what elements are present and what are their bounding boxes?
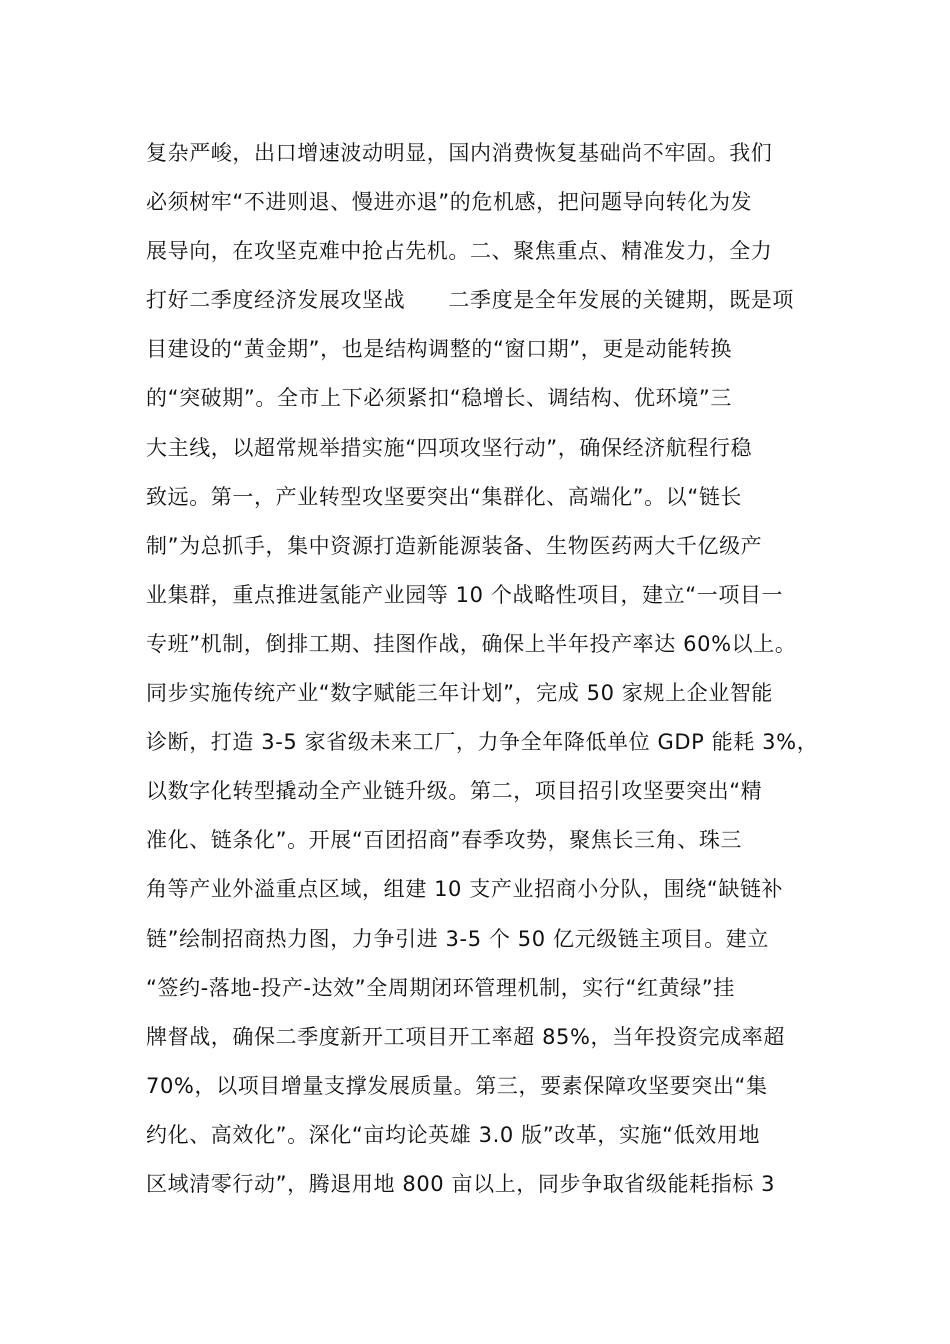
text-line-12: 同步实施传统产业“数字赋能三年计划”，完成 50 家规上企业智能 — [146, 681, 774, 706]
body-text — [146, 133, 826, 1213]
text-line-20: 70%，以项目增量支撑发展质量。第三，要素保障攻坚要突出“集 — [146, 1073, 768, 1098]
text-line-6: 的“突破期”。全市上下必须紧扣“稳增长、调结构、优环境”三 — [146, 386, 732, 411]
text-line-4: 打好二季度经济发展攻坚战 二季度是全年发展的关键期，既是项 — [146, 288, 794, 313]
text-line-1: 复杂严峻，出口增速波动明显，国内消费恢复基础尚不牢固。我们 — [146, 141, 773, 165]
text-line-7: 大主线，以超常规举措实施“四项攻坚行动”，确保经济航程行稳 — [146, 435, 753, 460]
text-line-22: 区域清零行动”，腾退用地 800 亩以上，同步争取省级能耗指标 3 — [146, 1171, 776, 1196]
text-line-14: 以数字化转型撬动全产业链升级。第二，项目招引攻坚要突出“精 — [146, 779, 763, 804]
text-line-21: 约化、高效化”。深化“亩均论英雄 3.0 版”改革，实施“低效用地 — [146, 1122, 761, 1147]
text-line-3: 展导向，在攻坚克难中抢占先机。二、聚焦重点、精准发力，全力 — [146, 239, 773, 264]
text-line-18: “签约-落地-投产-达效”全周期闭环管理机制，实行“红黄绿”挂 — [146, 975, 735, 1000]
text-line-11: 专班”机制，倒排工期、挂图作战，确保上半年投产率达 60%以上。 — [146, 631, 797, 656]
text-line-17: 链”绘制招商热力图，力争引进 3-5 个 50 亿元级链主项目。建立 — [146, 926, 769, 951]
text-line-9: 制”为总抓手，集中资源打造新能源装备、生物医药两大千亿级产 — [146, 533, 763, 558]
text-line-13: 诊断，打造 3-5 家省级未来工厂，力争全年降低单位 GDP 能耗 3%， — [146, 730, 819, 755]
text-line-16: 角等产业外溢重点区域，组建 10 支产业招商小分队，围绕“缺链补 — [146, 877, 784, 902]
text-line-2: 必须树牢“不进则退、慢进亦退”的危机感，把问题导向转化为发 — [146, 190, 753, 215]
text-line-5: 目建设的“黄金期”，也是结构调整的“窗口期”，更是动能转换 — [146, 337, 732, 362]
text-line-19: 牌督战，确保二季度新开工项目开工率超 85%，当年投资完成率超 — [146, 1024, 785, 1049]
text-line-10: 业集群，重点推进氢能产业园等 10 个战略性项目，建立“一项目一 — [146, 582, 784, 607]
text-line-15: 准化、链条化”。开展“百团招商”春季攻势，聚焦长三角、珠三 — [146, 828, 743, 853]
text-line-8: 致远。第一，产业转型攻坚要突出“集群化、高端化”。以“链长 — [146, 484, 743, 509]
